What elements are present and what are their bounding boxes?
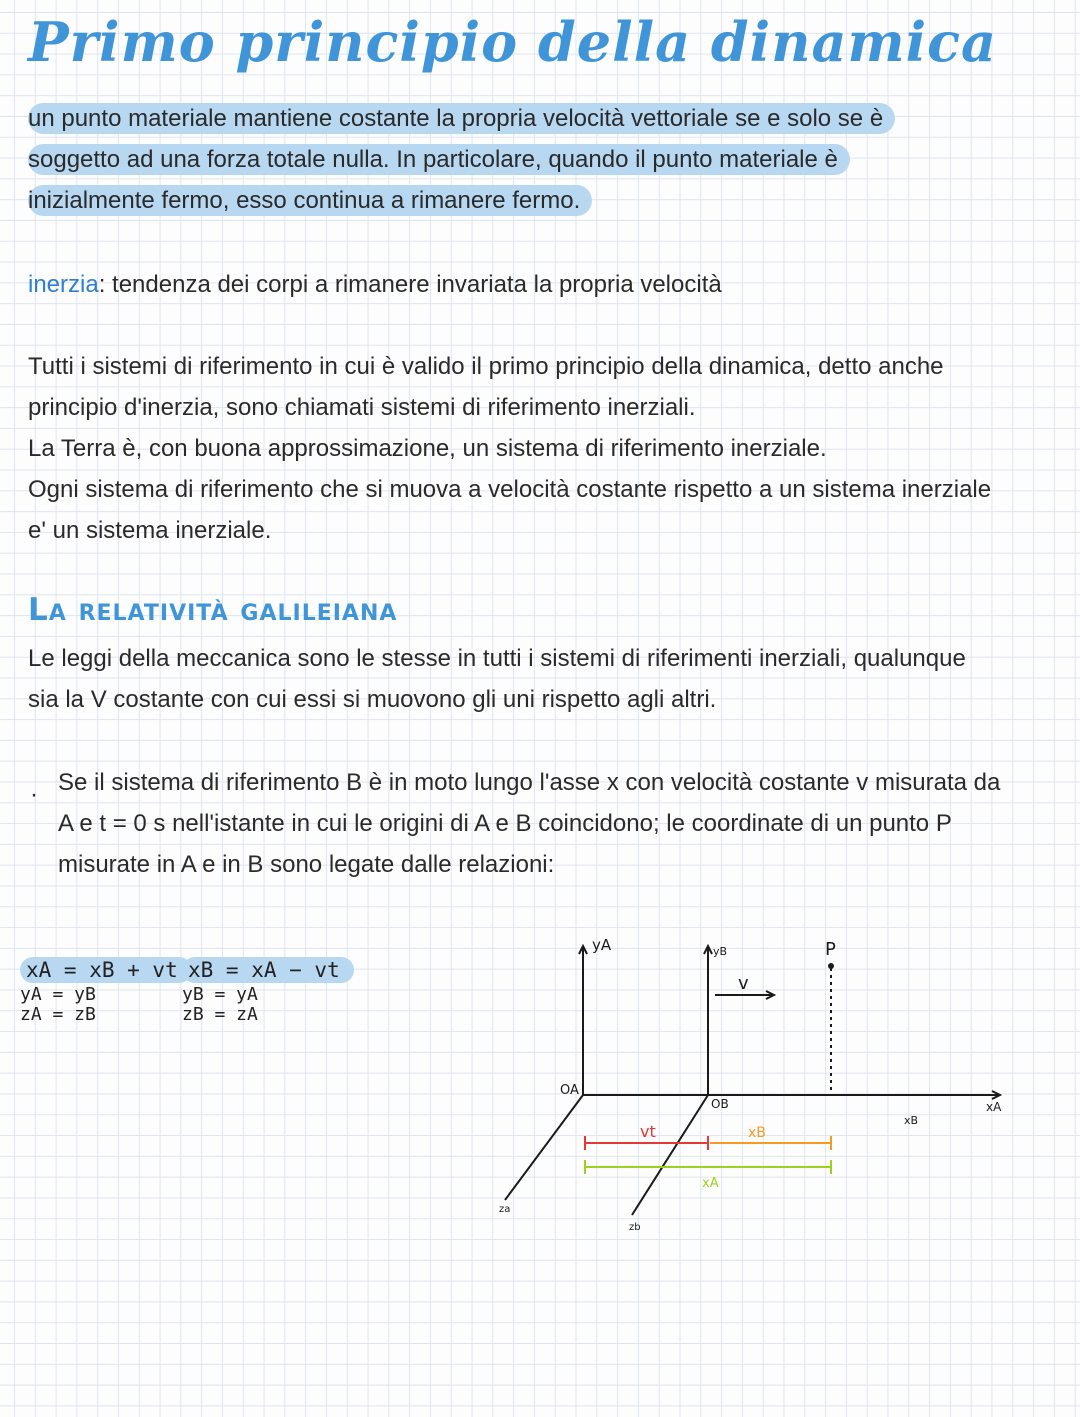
bullet-line-1: Se il sistema di riferimento B è in moto lungo l'asse x con velocità costante v misurata da [58, 769, 1001, 796]
label-za: za [499, 1204, 511, 1215]
label-yb: yB [713, 945, 728, 958]
paragraph-line-1: Tutti i sistemi di riferimento in cui è valido il primo principio della dinamica, detto anche [28, 353, 944, 380]
label-zb: zb [629, 1222, 641, 1233]
label-xa: xA [986, 1100, 1002, 1114]
relativity-line-2: sia la V costante con cui essi si muovono gli uni rispetto agli altri. [28, 686, 717, 713]
equation-zb: zB = zA [182, 1004, 258, 1025]
label-ya: yA [592, 936, 612, 954]
segment-xb [710, 1136, 831, 1150]
bullet-line-3: misurate in A e in B sono legate dalle relazioni: [58, 851, 555, 878]
label-xb-segment: xB [748, 1125, 766, 1141]
equation-xb: xB = xA − vt [182, 957, 354, 983]
paragraph-line-3: La Terra è, con buona approssimazione, un sistema di riferimento inerziale. [28, 435, 827, 462]
inertia-text: : tendenza dei corpi a rimanere invariata la propria velocità [98, 271, 722, 298]
inertia-term: inerzia [28, 271, 99, 298]
equation-za: zA = zB [20, 1004, 96, 1025]
definition-line-2: soggetto ad una forza totale nulla. In particolare, quando il punto materiale è [28, 144, 850, 175]
label-oa: OA [560, 1083, 579, 1098]
label-xa-segment: xA [702, 1176, 719, 1191]
label-ob: OB [711, 1097, 729, 1111]
definition-line-3: inizialmente fermo, esso continua a rimanere fermo. [28, 185, 592, 216]
bullet-dot: · [30, 781, 38, 808]
relativity-line-1: Le leggi della meccanica sono le stesse in tutti i sistemi di riferimenti inerziali, qualunque [28, 645, 966, 672]
equation-yb: yB = yA [182, 984, 258, 1005]
paragraph-line-2: principio d'inerzia, sono chiamati sistemi di riferimento inerziali. [28, 394, 696, 421]
axis-zb [632, 1095, 708, 1215]
label-vt: vt [640, 1122, 656, 1141]
section-title: La relatività galileiana [28, 592, 398, 628]
point-p [828, 963, 834, 969]
segment-xa [585, 1160, 831, 1174]
equation-xa: xA = xB + vt [20, 957, 192, 983]
page-title: Primo principio della dinamica [28, 10, 997, 74]
paragraph-line-4: Ogni sistema di riferimento che si muova a velocità costante rispetto a un sistema inerziale [28, 476, 992, 503]
equation-ya: yA = yB [20, 984, 96, 1005]
label-velocity: v [738, 973, 749, 994]
label-xb: xB [904, 1114, 919, 1127]
paragraph-line-5: e' un sistema inerziale. [28, 517, 272, 544]
label-p: P [825, 939, 836, 960]
definition-line-1: un punto materiale mantiene costante la propria velocità vettoriale se e solo se è [28, 103, 895, 134]
axis-za [505, 1095, 583, 1200]
bullet-line-2: A e t = 0 s nell'istante in cui le origini di A e B coincidono; le coordinate di un punto P [58, 810, 952, 837]
